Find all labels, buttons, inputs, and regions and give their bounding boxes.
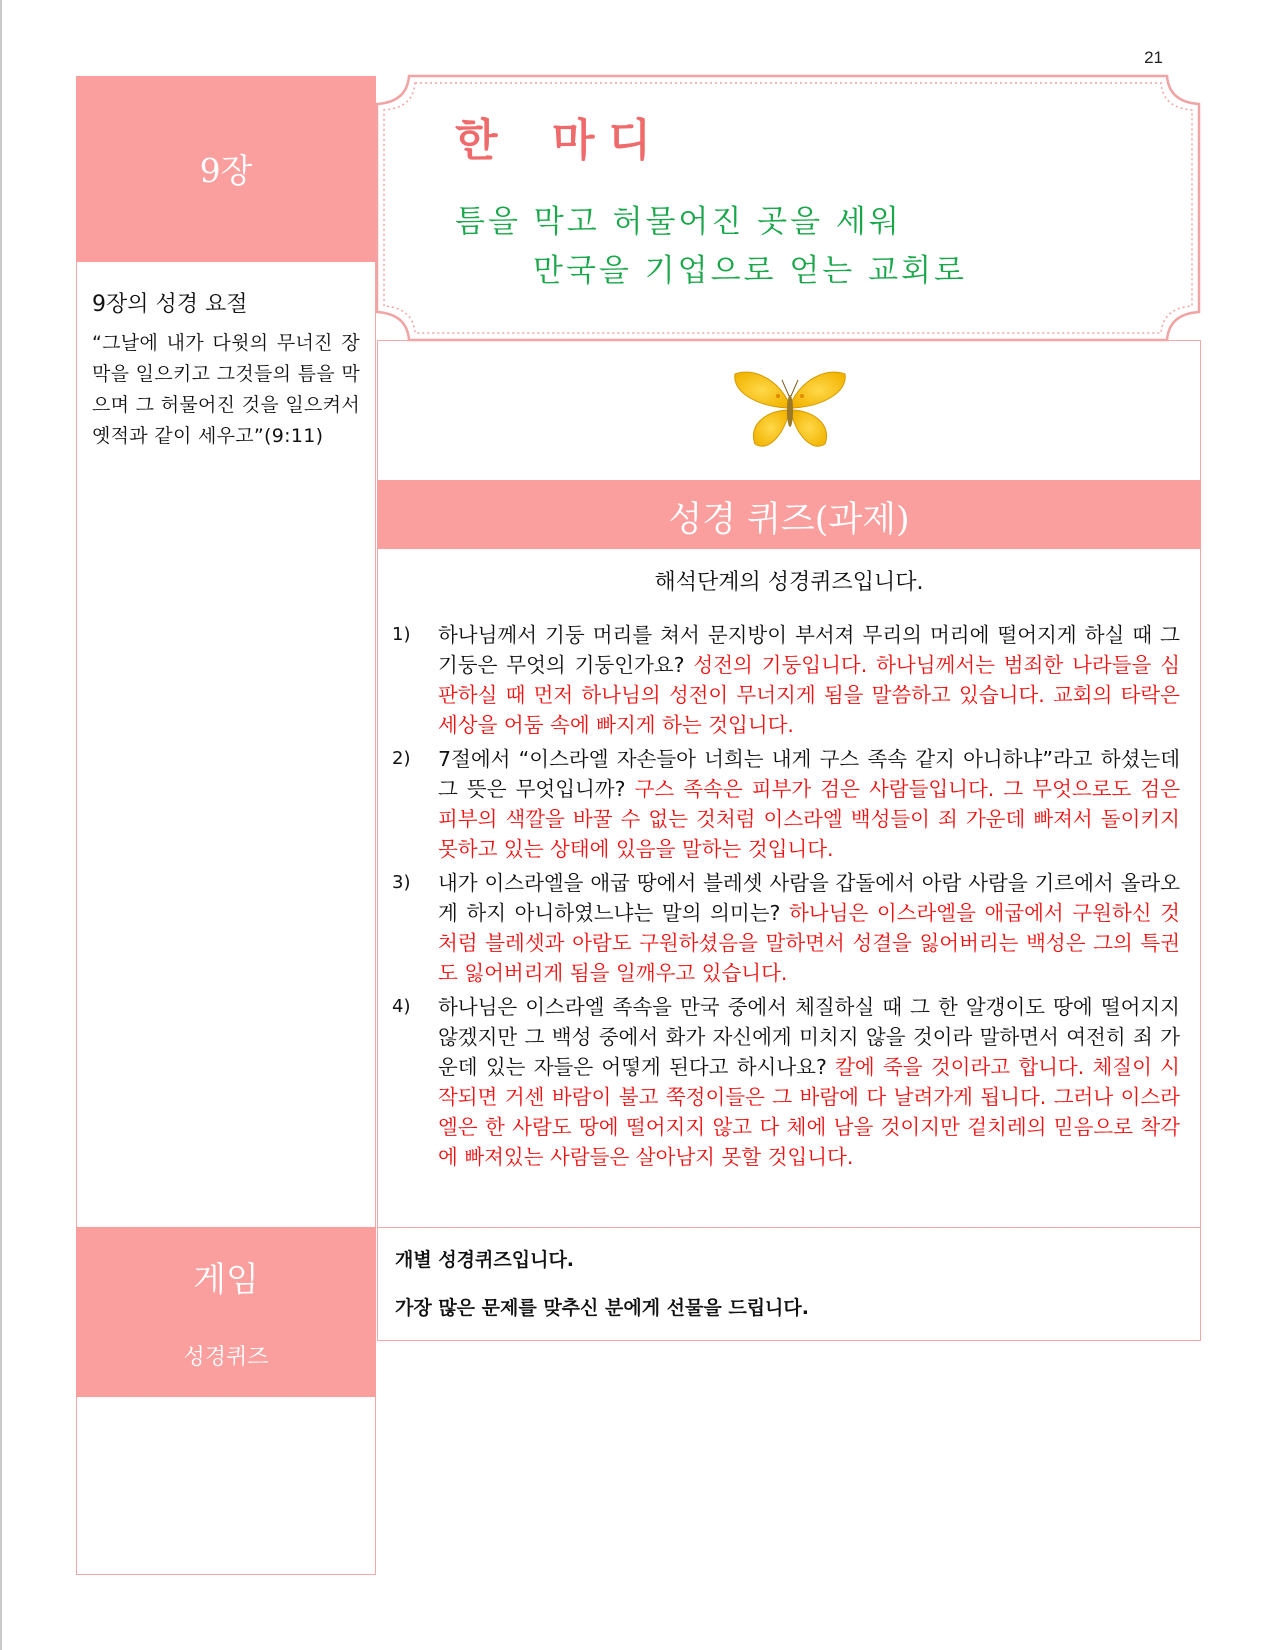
verse-heading: 9장의 성경 요절 xyxy=(92,292,248,317)
quiz-answer: 성전의 기둥입니다. 하나님께서는 범죄한 나라들을 심판하실 때 먼저 하나님의 성전이 무너지게 됨을 말씀하고 있습니다. 교회의 타락은 세상을 어둠 속에 빠지게 하는 것입니다. xyxy=(438,653,1181,737)
quiz-question: 하나님은 이스라엘 족속을 만국 중에서 체질하실 때 그 한 알갱이도 땅에 떨어지지 않겠지만 그 백성 중에서 화가 자신에게 미치지 않을 것이라 말하면서 여전히 죄 가운데 있는 자들은 어떻게 된다고 하시나요? xyxy=(438,995,1180,1079)
header-title: 한 마디 xyxy=(455,115,666,166)
verse-text: “그날에 내가 다윗의 무너진 장막을 일으키고 그것들의 틈을 막으며 그 허물어진 것을 일으켜서 옛적과 같이 세우고”(9:11) xyxy=(92,332,360,447)
quiz-answer: 칼에 죽을 것이라고 합니다. 체질이 시작되면 거센 바람이 불고 쭉정이들은 그 바람에 다 날려가게 됩니다. 그러나 이스라엘은 한 사람도 땅에 떨어지지 않고 다 체에 남을 것이지만 겉치레의 믿음으로 착각에 빠져있는 사람들은 살아남지 못할 것입니다. xyxy=(438,1055,1180,1169)
quiz-title: 성경 퀴즈(과제) xyxy=(668,500,910,540)
quiz-list xyxy=(390,620,1180,1176)
quiz-item xyxy=(390,868,1180,988)
quiz-intro: 해석단계의 성경퀴즈입니다. xyxy=(654,570,924,595)
quiz-item-number: 3) xyxy=(392,872,411,893)
quiz-question: 7절에서 “이스라엘 자손들아 너희는 내게 구스 족속 같지 아니하냐”라고 하셨는데 그 뜻은 무엇입니까? xyxy=(438,747,1180,801)
butterfly-icon xyxy=(730,366,850,456)
game-subtitle: 성경퀴즈 xyxy=(183,1345,269,1370)
game-title: 게임 xyxy=(193,1260,259,1300)
quiz-answer: 구스 족속은 피부가 검은 사람들입니다. 그 무엇으로도 검은 피부의 색깔을 바꿀 수 없는 것처럼 이스라엘 백성들이 죄 가운데 빠져서 돌이키지 못하고 있는 상태에 있음을 말하는 것입니다. xyxy=(438,777,1180,861)
quiz-item-number: 2) xyxy=(392,748,411,769)
quiz-answer: 하나님은 이스라엘을 애굽에서 구원하신 것처럼 블레셋과 아람도 구원하셨음을 말하면서 성결을 잃어버리는 백성은 그의 특권도 잃어버리게 됨을 일깨우고 있습니다. xyxy=(438,901,1180,985)
quiz-question: 내가 이스라엘을 애굽 땅에서 블레셋 사람을 갑돌에서 아람 사람을 기르에서 올라오게 하지 아니하였느냐는 말의 의미는? xyxy=(438,871,1180,925)
quiz-item xyxy=(390,992,1180,1172)
quiz-item-number: 4) xyxy=(392,996,411,1017)
quiz-item-number: 1) xyxy=(392,624,411,645)
motto-line-1: 틈을 막고 허물어진 곳을 세워 xyxy=(455,204,902,240)
quiz-item xyxy=(390,620,1180,740)
quiz-item xyxy=(390,744,1180,864)
page-edge xyxy=(0,0,2,1650)
quiz-question: 하나님께서 기둥 머리를 쳐서 문지방이 부서져 무리의 머리에 떨어지게 하실 때 그 기둥은 무엇의 기둥인가요? xyxy=(438,623,1180,677)
page-number: 21 xyxy=(1144,48,1163,67)
chapter-title: 9장 xyxy=(199,151,253,190)
game-info-line-2: 가장 많은 문제를 맞추신 분에게 선물을 드립니다. xyxy=(395,1297,809,1319)
motto-line-2: 만국을 기업으로 얻는 교회로 xyxy=(533,253,967,289)
game-info-line-1: 개별 성경퀴즈입니다. xyxy=(395,1249,575,1271)
